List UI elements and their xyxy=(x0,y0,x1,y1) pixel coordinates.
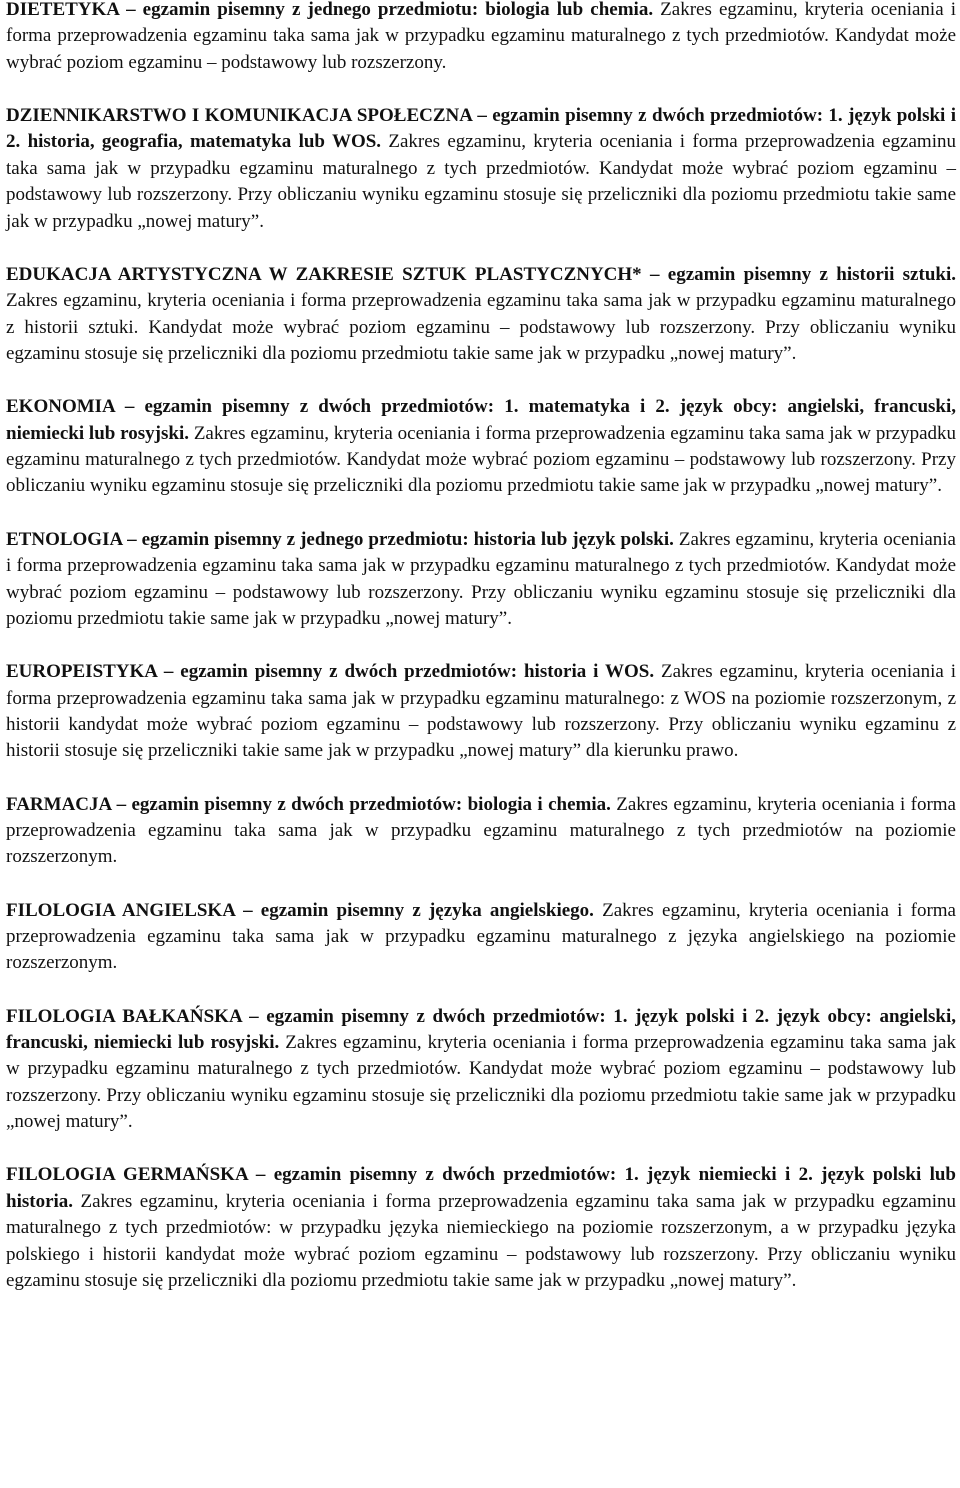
entry-filologia-balkanska xyxy=(6,1004,956,1136)
entry-text: Zakres egzaminu, kryteria oceniania i forma przeprowadzenia egzaminu taka sama jak w przypadku egzaminu maturalnego z tych przedmiotów na poziomie rozszerzonym. xyxy=(6,793,956,868)
entry-text: Zakres egzaminu, kryteria oceniania i forma przeprowadzenia egzaminu taka sama jak w przypadku egzaminu maturalnego z tych przedmiotów. Kandydat może wybrać poziom egzaminu – podstawowy lub rozszerzony. Przy obliczaniu wyniku egzaminu stosuje się przeliczniki dla poziomu przedmiotu takie same jak w przypadku „nowej matury”. xyxy=(6,422,957,497)
entry-heading: FILOLOGIA GERMAŃSKA – egzamin pisemny z dwóch przedmiotów: 1. język niemiecki i 2. język polski lub historia. xyxy=(6,1164,956,1212)
entry-text: Zakres egzaminu, kryteria oceniania i forma przeprowadzenia egzaminu taka sama jak w przypadku egzaminu maturalnego z historii sztuki. Kandydat może wybrać poziom egzaminu – podstawowy lub rozszerzony. Przy obliczaniu wyniku egzaminu stosuje się przeliczniki dla poziomu przedmiotu takie same jak w przypadku „nowej matury”. xyxy=(6,290,956,365)
entry-dziennikarstwo xyxy=(6,103,956,235)
entry-ekonomia xyxy=(6,394,956,500)
entry-text: Zakres egzaminu, kryteria oceniania i forma przeprowadzenia egzaminu taka sama jak w przypadku egzaminu maturalnego z języka angielskiego na poziomie rozszerzonym. xyxy=(6,899,956,974)
entry-text: Zakres egzaminu, kryteria oceniania i forma przeprowadzenia egzaminu taka sama jak w przypadku egzaminu maturalnego z tych przedmiotów. Kandydat może wybrać poziom egzaminu – podstawowy lub rozszerzony. Przy obliczaniu wyniku egzaminu stosuje się przeliczniki dla poziomu przedmiotu takie same jak w przypadku „nowej matury”. xyxy=(6,131,956,232)
entry-filologia-angielska xyxy=(6,898,956,977)
entry-text: Zakres egzaminu, kryteria oceniania i forma przeprowadzenia egzaminu taka sama jak w przypadku egzaminu maturalnego: z WOS na poziomie rozszerzonym, z historii kandydat może wybrać poziom egzaminu – podstawowy lub rozszerzony. Przy obliczaniu wyniku egzaminu z historii stosuje się przeliczniki takie same jak w przypadku „nowej matury” dla kierunku prawo. xyxy=(6,661,956,762)
entry-heading: DIETETYKA – egzamin pisemny z jednego przedmiotu: biologia lub chemia. xyxy=(6,0,654,20)
entry-farmacja xyxy=(6,792,956,871)
entry-heading: EDUKACJA ARTYSTYCZNA W ZAKRESIE SZTUK PLASTYCZNYCH* – egzamin pisemny z historii sztuki. xyxy=(6,263,956,285)
entry-dietetyka xyxy=(6,0,956,76)
entry-europeistyka xyxy=(6,659,956,765)
entry-heading: FILOLOGIA ANGIELSKA – egzamin pisemny z języka angielskiego. xyxy=(6,899,594,921)
entry-edukacja-artystyczna xyxy=(6,262,956,368)
entry-heading: DZIENNIKARSTWO I KOMUNIKACJA SPOŁECZNA – egzamin pisemny z dwóch przedmiotów: 1. język polski i 2. historia, geografia, matematyka lub WOS. xyxy=(6,105,956,153)
entry-heading: FARMACJA – egzamin pisemny z dwóch przedmiotów: biologia i chemia. xyxy=(6,793,611,815)
entry-heading: EUROPEISTYKA – egzamin pisemny z dwóch przedmiotów: historia i WOS. xyxy=(6,661,655,683)
entry-text: Zakres egzaminu, kryteria oceniania i forma przeprowadzenia egzaminu taka sama jak w przypadku egzaminu maturalnego z tych przedmiotów. Kandydat może wybrać poziom egzaminu – podstawowy lub rozszerzony. Przy obliczaniu wyniku egzaminu stosuje się przeliczniki dla poziomu przedmiotu takie same jak w przypadku „nowej matury”. xyxy=(6,528,956,629)
entry-text: Zakres egzaminu, kryteria oceniania i forma przeprowadzenia egzaminu taka sama jak w przypadku egzaminu maturalnego z tych przedmiotów: w przypadku języka niemieckiego na poziomie rozszerzonym, a w przypadku języka polskiego i historii kandydat może wybrać poziom egzaminu – podstawowy lub rozszerzony. Przy obliczaniu wyniku egzaminu stosuje się przeliczniki dla poziomu przedmiotu takie same jak w przypadku „nowej matury”. xyxy=(6,1190,956,1292)
entry-text: Zakres egzaminu, kryteria oceniania i forma przeprowadzenia egzaminu taka sama jak w przypadku egzaminu maturalnego z tych przedmiotów. Kandydat może wybrać poziom egzaminu – podstawowy lub rozszerzony. xyxy=(6,0,956,73)
entry-heading: EKONOMIA – egzamin pisemny z dwóch przedmiotów: 1. matematyka i 2. język obcy: angielski, francuski, niemiecki lub rosyjski. xyxy=(6,396,956,444)
entry-etnologia xyxy=(6,527,956,633)
entry-heading: ETNOLOGIA – egzamin pisemny z jednego przedmiotu: historia lub język polski. xyxy=(6,528,674,550)
entry-filologia-germanska xyxy=(6,1162,956,1294)
entry-text: Zakres egzaminu, kryteria oceniania i forma przeprowadzenia egzaminu taka sama jak w przypadku egzaminu maturalnego z tych przedmiotów. Kandydat może wybrać poziom egzaminu – podstawowy lub rozszerzony. Przy obliczaniu wyniku egzaminu stosuje się przeliczniki dla poziomu przedmiotu takie same jak w przypadku „nowej matury”. xyxy=(6,1031,956,1133)
entry-heading: FILOLOGIA BAŁKAŃSKA – egzamin pisemny z dwóch przedmiotów: 1. język polski i 2. język obcy: angielski, francuski, niemiecki lub rosyjski. xyxy=(6,1005,956,1053)
